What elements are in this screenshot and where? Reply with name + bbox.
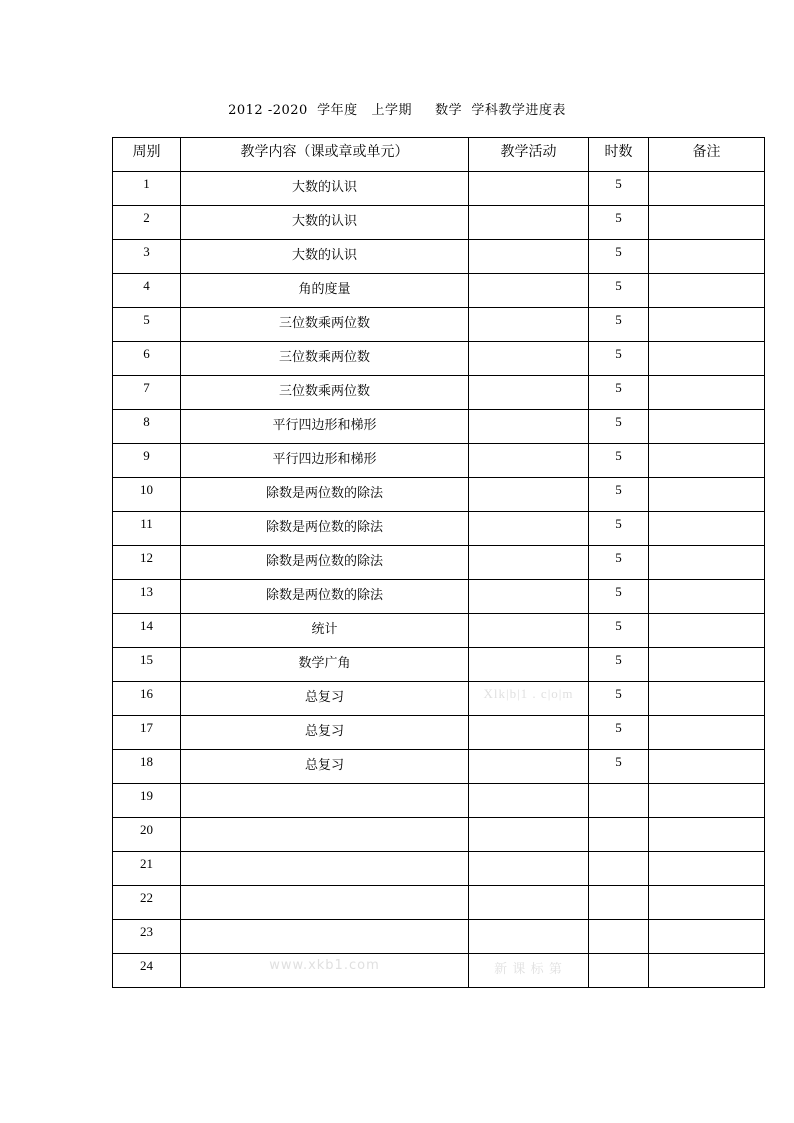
content-cell: 除数是两位数的除法 — [181, 546, 469, 580]
activity-cell — [469, 376, 589, 410]
week-cell: 12 — [113, 546, 181, 580]
activity-cell — [469, 818, 589, 852]
week-cell: 5 — [113, 308, 181, 342]
activity-cell — [469, 546, 589, 580]
hours-cell — [589, 920, 649, 954]
content-cell: 平行四边形和梯形 — [181, 444, 469, 478]
activity-cell — [469, 342, 589, 376]
content-cell — [181, 886, 469, 920]
week-cell: 15 — [113, 648, 181, 682]
table-row — [113, 750, 765, 784]
table-row — [113, 648, 765, 682]
hours-cell: 5 — [589, 648, 649, 682]
table-row — [113, 206, 765, 240]
activity-cell — [469, 240, 589, 274]
activity-cell: 新 课 标 第 — [469, 954, 589, 988]
week-cell: 7 — [113, 376, 181, 410]
week-cell: 18 — [113, 750, 181, 784]
week-cell: 8 — [113, 410, 181, 444]
activity-cell — [469, 716, 589, 750]
activity-cell — [469, 614, 589, 648]
week-cell: 3 — [113, 240, 181, 274]
week-cell: 21 — [113, 852, 181, 886]
table-row — [113, 818, 765, 852]
table-row — [113, 682, 765, 716]
notes-cell — [649, 784, 765, 818]
table-row — [113, 784, 765, 818]
hours-cell — [589, 784, 649, 818]
week-cell: 20 — [113, 818, 181, 852]
content-cell — [181, 852, 469, 886]
content-cell — [181, 818, 469, 852]
activity-cell — [469, 784, 589, 818]
activity-cell — [469, 512, 589, 546]
hours-cell: 5 — [589, 716, 649, 750]
content-cell: 平行四边形和梯形 — [181, 410, 469, 444]
table-row — [113, 444, 765, 478]
notes-cell — [649, 648, 765, 682]
hours-cell: 5 — [589, 614, 649, 648]
header-activity: 教学活动 — [469, 138, 589, 172]
table-row — [113, 376, 765, 410]
content-cell: www.xkb1.com — [181, 954, 469, 988]
notes-cell — [649, 954, 765, 988]
hours-cell: 5 — [589, 682, 649, 716]
activity-cell — [469, 478, 589, 512]
content-cell: 角的度量 — [181, 274, 469, 308]
notes-cell — [649, 614, 765, 648]
week-cell: 13 — [113, 580, 181, 614]
notes-cell — [649, 716, 765, 750]
activity-cell — [469, 852, 589, 886]
content-cell: 除数是两位数的除法 — [181, 478, 469, 512]
activity-cell — [469, 920, 589, 954]
week-cell: 4 — [113, 274, 181, 308]
notes-cell — [649, 376, 765, 410]
hours-cell: 5 — [589, 240, 649, 274]
header-content: 教学内容（课或章或单元） — [181, 138, 469, 172]
content-cell: 除数是两位数的除法 — [181, 580, 469, 614]
content-cell: 总复习 — [181, 682, 469, 716]
week-cell: 10 — [113, 478, 181, 512]
hours-cell — [589, 818, 649, 852]
table-row — [113, 172, 765, 206]
activity-cell — [469, 274, 589, 308]
activity-cell — [469, 410, 589, 444]
content-cell: 大数的认识 — [181, 240, 469, 274]
table-row — [113, 342, 765, 376]
notes-cell — [649, 750, 765, 784]
table-row — [113, 954, 765, 988]
content-cell: 大数的认识 — [181, 172, 469, 206]
notes-cell — [649, 274, 765, 308]
content-cell: 三位数乘两位数 — [181, 376, 469, 410]
week-cell: 22 — [113, 886, 181, 920]
table-row — [113, 920, 765, 954]
header-week: 周别 — [113, 138, 181, 172]
hours-cell: 5 — [589, 512, 649, 546]
content-cell: 总复习 — [181, 750, 469, 784]
notes-cell — [649, 410, 765, 444]
hours-cell — [589, 852, 649, 886]
week-cell: 6 — [113, 342, 181, 376]
week-cell: 16 — [113, 682, 181, 716]
content-cell: 统计 — [181, 614, 469, 648]
week-cell: 23 — [113, 920, 181, 954]
activity-cell — [469, 172, 589, 206]
hours-cell: 5 — [589, 410, 649, 444]
header-hours: 时数 — [589, 138, 649, 172]
activity-cell — [469, 886, 589, 920]
hours-cell: 5 — [589, 580, 649, 614]
table-row — [113, 580, 765, 614]
table-row — [113, 886, 765, 920]
table-row — [113, 716, 765, 750]
notes-cell — [649, 172, 765, 206]
hours-cell: 5 — [589, 206, 649, 240]
week-cell: 17 — [113, 716, 181, 750]
content-cell: 总复习 — [181, 716, 469, 750]
activity-cell: Xlk|b|1 . c|o|m — [469, 682, 589, 716]
table-row — [113, 308, 765, 342]
content-cell: 大数的认识 — [181, 206, 469, 240]
week-cell: 19 — [113, 784, 181, 818]
notes-cell — [649, 682, 765, 716]
notes-cell — [649, 444, 765, 478]
hours-cell: 5 — [589, 308, 649, 342]
notes-cell — [649, 240, 765, 274]
week-cell: 24 — [113, 954, 181, 988]
hours-cell: 5 — [589, 546, 649, 580]
table-row — [113, 410, 765, 444]
activity-cell — [469, 444, 589, 478]
table-row — [113, 274, 765, 308]
activity-cell — [469, 580, 589, 614]
table-row — [113, 546, 765, 580]
table-row — [113, 512, 765, 546]
week-cell: 1 — [113, 172, 181, 206]
notes-cell — [649, 818, 765, 852]
activity-cell — [469, 648, 589, 682]
notes-cell — [649, 512, 765, 546]
header-row — [113, 138, 765, 172]
document-title: 2012 -2020 学年度 上学期 数学 学科教学进度表 — [228, 103, 566, 118]
activity-cell — [469, 308, 589, 342]
hours-cell — [589, 954, 649, 988]
table-row — [113, 852, 765, 886]
week-cell: 2 — [113, 206, 181, 240]
content-cell: 数学广角 — [181, 648, 469, 682]
notes-cell — [649, 886, 765, 920]
hours-cell: 5 — [589, 444, 649, 478]
hours-cell: 5 — [589, 478, 649, 512]
notes-cell — [649, 342, 765, 376]
activity-cell — [469, 750, 589, 784]
notes-cell — [649, 852, 765, 886]
week-cell: 11 — [113, 512, 181, 546]
week-cell: 14 — [113, 614, 181, 648]
activity-cell — [469, 206, 589, 240]
table-row — [113, 614, 765, 648]
hours-cell — [589, 886, 649, 920]
hours-cell: 5 — [589, 172, 649, 206]
content-cell: 除数是两位数的除法 — [181, 512, 469, 546]
teaching-schedule-table — [112, 137, 765, 988]
notes-cell — [649, 920, 765, 954]
hours-cell: 5 — [589, 750, 649, 784]
header-notes: 备注 — [649, 138, 765, 172]
notes-cell — [649, 478, 765, 512]
content-cell: 三位数乘两位数 — [181, 342, 469, 376]
table-row — [113, 478, 765, 512]
table-row — [113, 240, 765, 274]
content-cell — [181, 784, 469, 818]
notes-cell — [649, 546, 765, 580]
notes-cell — [649, 308, 765, 342]
content-cell — [181, 920, 469, 954]
hours-cell: 5 — [589, 274, 649, 308]
week-cell: 9 — [113, 444, 181, 478]
notes-cell — [649, 206, 765, 240]
hours-cell: 5 — [589, 376, 649, 410]
content-cell: 三位数乘两位数 — [181, 308, 469, 342]
notes-cell — [649, 580, 765, 614]
hours-cell: 5 — [589, 342, 649, 376]
